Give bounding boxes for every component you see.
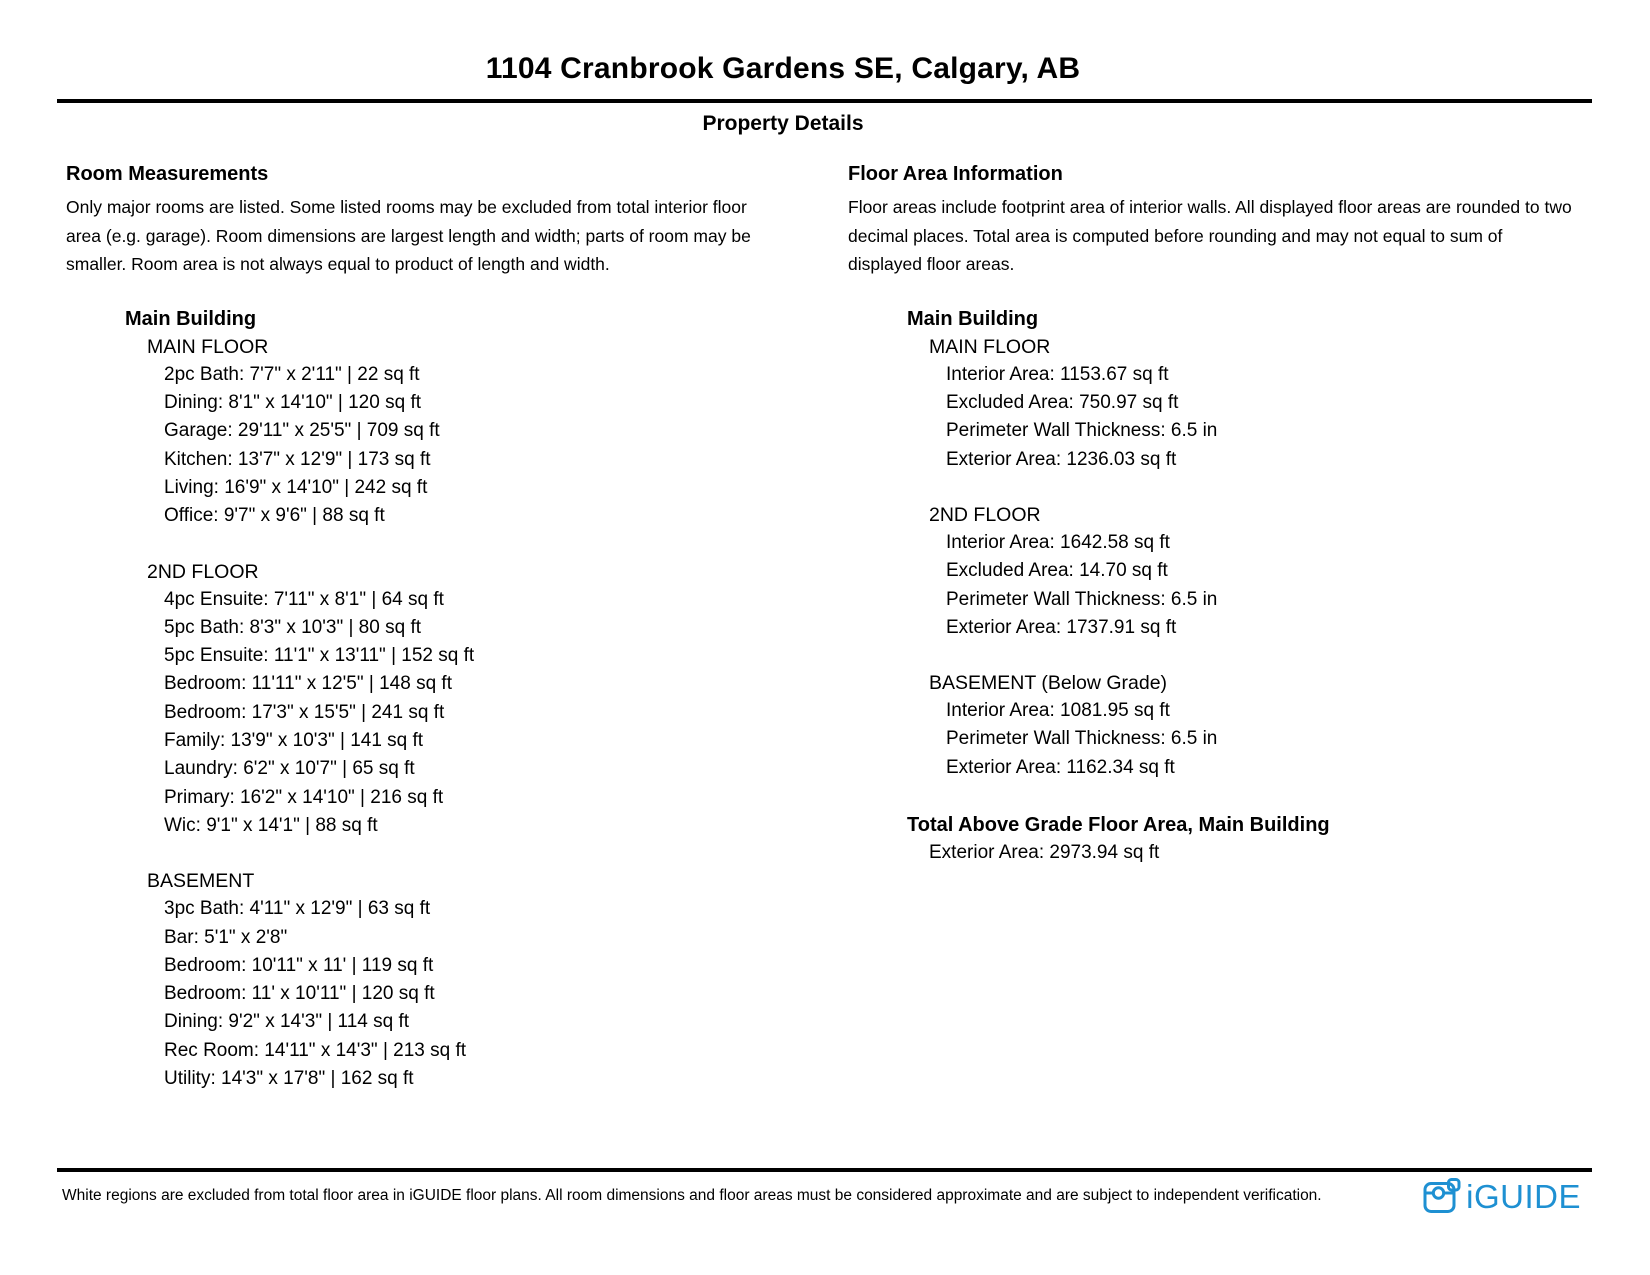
floor-block [848, 333, 1578, 474]
floor-name: MAIN FLOOR [147, 335, 269, 358]
floor-name: 2ND FLOOR [929, 503, 1041, 526]
room-measurement-item: Bedroom: 17'3" x 15'5" | 241 sq ft [164, 701, 445, 723]
total-exterior-area: Exterior Area: 2973.94 sq ft [929, 842, 1160, 864]
floor-area-section [848, 163, 1578, 1120]
iguide-logo [1423, 1178, 1581, 1214]
floor-area-stat: Interior Area: 1081.95 sq ft [946, 700, 1170, 722]
floor-area-floor-list [848, 333, 1578, 782]
floor-area-heading: Floor Area Information [848, 163, 1063, 185]
room-measurement-item: 5pc Bath: 8'3" x 10'3" | 80 sq ft [164, 616, 422, 638]
room-measurement-item: 5pc Ensuite: 11'1" x 13'11" | 152 sq ft [164, 645, 475, 667]
floor-block [848, 669, 1578, 782]
floor-block [848, 501, 1578, 642]
room-measurement-item: Bar: 5'1" x 2'8" [164, 926, 288, 948]
page-subheader [0, 103, 1566, 136]
building-name: Main Building [125, 307, 257, 330]
floor-area-stat: Excluded Area: 14.70 sq ft [946, 560, 1168, 582]
room-measurement-item: 4pc Ensuite: 7'11" x 8'1" | 64 sq ft [164, 588, 444, 610]
floor-area-stat: Perimeter Wall Thickness: 6.5 in [946, 728, 1218, 750]
total-above-grade-heading: Total Above Grade Floor Area, Main Building [907, 814, 1330, 837]
floor-area-building [848, 305, 1578, 868]
room-measurements-section [66, 163, 782, 1120]
room-measurement-item: Bedroom: 11'11" x 12'5" | 148 sq ft [164, 673, 452, 695]
floor-name: BASEMENT (Below Grade) [929, 672, 1168, 695]
room-measurement-item: 2pc Bath: 7'7" x 2'11" | 22 sq ft [164, 363, 420, 385]
room-measurement-item: Garage: 29'11" x 25'5" | 709 sq ft [164, 420, 440, 442]
page-subtitle: Property Details [702, 112, 864, 135]
room-measurement-item: Primary: 16'2" x 14'10" | 216 sq ft [164, 786, 444, 808]
floor-area-stat: Exterior Area: 1162.34 sq ft [946, 756, 1175, 778]
floor-area-stat: Perimeter Wall Thickness: 6.5 in [946, 588, 1218, 610]
page-footer [0, 1168, 1650, 1214]
content-columns [0, 163, 1650, 1120]
room-measurements-floor-list [66, 333, 782, 1094]
room-measurement-item: Family: 13'9" x 10'3" | 141 sq ft [164, 730, 424, 752]
floor-area-stat: Interior Area: 1153.67 sq ft [946, 363, 1169, 385]
building-name: Main Building [907, 307, 1039, 330]
room-measurement-item: Living: 16'9" x 14'10" | 242 sq ft [164, 476, 428, 498]
room-measurement-item: Utility: 14'3" x 17'8" | 162 sq ft [164, 1068, 414, 1090]
floor-name: 2ND FLOOR [147, 560, 259, 583]
room-measurement-item: Laundry: 6'2" x 10'7" | 65 sq ft [164, 758, 415, 780]
room-measurement-item: Wic: 9'1" x 14'1" | 88 sq ft [164, 814, 378, 836]
footer-disclaimer: White regions are excluded from total floor area in iGUIDE floor plans. All room dimensions and floor areas must be considered approximate and are subject to independent verification. [62, 1187, 1322, 1204]
floor-block [66, 558, 782, 841]
floor-area-stat: Exterior Area: 1236.03 sq ft [946, 448, 1177, 470]
room-measurements-description: Only major rooms are listed. Some listed rooms may be excluded from total interior floor area (e.g. garage). Room dimensions are largest length and width; parts of room may be smaller. Room area is not always equal to product of length and width. [66, 197, 751, 275]
iguide-wordmark: iGUIDE [1466, 1177, 1581, 1215]
room-measurement-item: Office: 9'7" x 9'6" | 88 sq ft [164, 505, 385, 527]
page-header [0, 0, 1566, 86]
floor-name: MAIN FLOOR [929, 335, 1051, 358]
floor-area-stat: Perimeter Wall Thickness: 6.5 in [946, 420, 1218, 442]
floor-block [66, 333, 782, 531]
room-measurement-item: Rec Room: 14'11" x 14'3" | 213 sq ft [164, 1039, 467, 1061]
room-measurement-item: 3pc Bath: 4'11" x 12'9" | 63 sq ft [164, 898, 431, 920]
floor-block [66, 867, 782, 1093]
floor-name: BASEMENT [147, 870, 255, 893]
iguide-camera-icon [1423, 1178, 1461, 1214]
total-above-grade-block [848, 811, 1578, 867]
floor-area-stat: Excluded Area: 750.97 sq ft [946, 392, 1179, 414]
room-measurement-item: Bedroom: 11' x 10'11" | 120 sq ft [164, 983, 435, 1005]
page-title: 1104 Cranbrook Gardens SE, Calgary, AB [485, 52, 1081, 85]
room-measurement-item: Bedroom: 10'11" x 11' | 119 sq ft [164, 954, 434, 976]
floor-area-description: Floor areas include footprint area of interior walls. All displayed floor areas are rounded to two decimal places. Total area is computed before rounding and may not equal to sum of displayed floor areas. [848, 197, 1572, 275]
room-measurements-building [66, 305, 782, 1094]
room-measurement-item: Kitchen: 13'7" x 12'9" | 173 sq ft [164, 448, 431, 470]
footer-divider [57, 1168, 1592, 1172]
floor-area-stat: Exterior Area: 1737.91 sq ft [946, 616, 1177, 638]
room-measurements-heading: Room Measurements [66, 163, 269, 185]
room-measurement-item: Dining: 9'2" x 14'3" | 114 sq ft [164, 1011, 410, 1033]
room-measurement-item: Dining: 8'1" x 14'10" | 120 sq ft [164, 392, 422, 414]
floor-area-stat: Interior Area: 1642.58 sq ft [946, 531, 1170, 553]
